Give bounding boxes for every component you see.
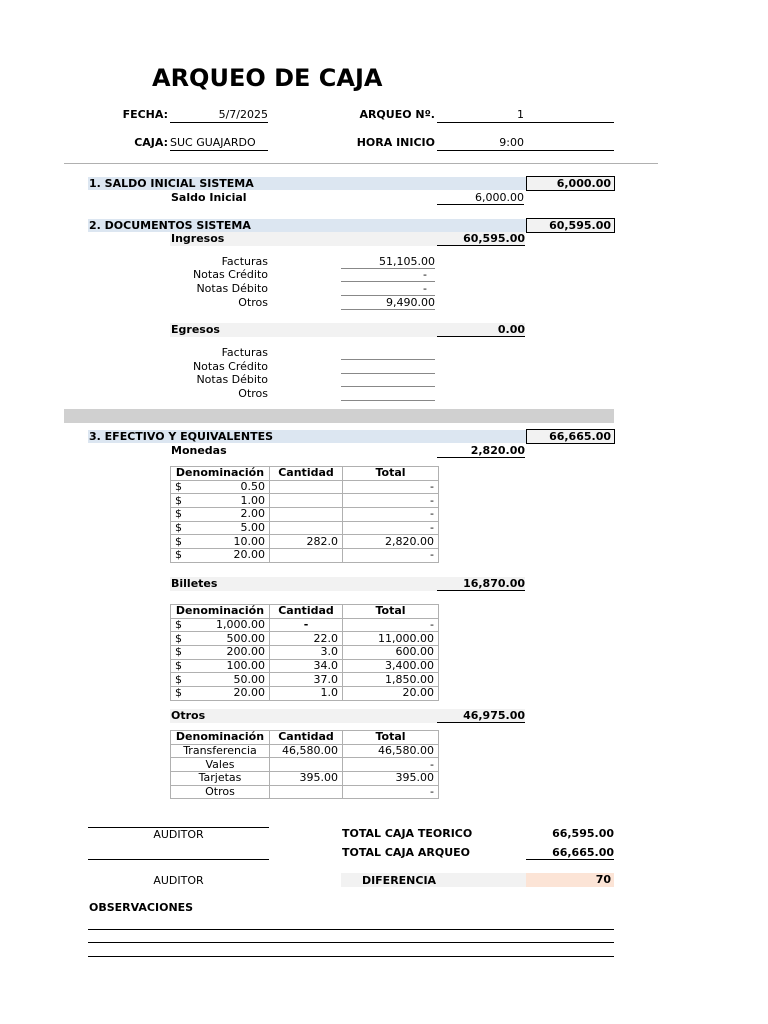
table-row: [171, 785, 439, 799]
caja-label: CAJA:: [134, 136, 168, 149]
diferencia-label: DIFERENCIA: [361, 874, 437, 887]
table-row: [171, 494, 439, 508]
col-denominacion: Denominación: [171, 731, 270, 745]
fecha-field[interactable]: 5/7/2025: [170, 108, 268, 123]
egresos-notas-credito-value[interactable]: [341, 360, 435, 374]
quantity-cell[interactable]: [270, 785, 343, 799]
ingresos-facturas-value: 51,105.00: [341, 255, 435, 269]
total-cell: -: [343, 508, 439, 522]
table-row: [171, 508, 439, 522]
ingresos-total: 60,595.00: [437, 232, 525, 246]
quantity-cell[interactable]: 1.0: [270, 687, 343, 701]
total-teorico-label: TOTAL CAJA TEORICO: [342, 827, 473, 840]
saldo-inicial-value: 6,000.00: [437, 191, 524, 205]
otros-band: [170, 709, 437, 723]
egresos-notas-debito-label: Notas Débito: [196, 373, 268, 386]
currency-symbol: $: [175, 534, 182, 548]
table-row: [171, 632, 439, 646]
denomination: 1,000.00: [216, 618, 265, 632]
total-teorico-value: 66,595.00: [552, 827, 614, 840]
egresos-otros-label: Otros: [238, 387, 268, 400]
denomination: 50.00: [233, 672, 265, 686]
auditor2-signature-line: [88, 859, 269, 860]
egresos-total: 0.00: [437, 323, 525, 337]
currency-symbol: $: [175, 548, 182, 562]
table-row: [171, 480, 439, 494]
total-cell: 46,580.00: [343, 744, 439, 758]
total-cell: 600.00: [343, 646, 439, 660]
ingresos-notas-debito-label: Notas Débito: [196, 282, 268, 295]
fecha-label: FECHA:: [122, 108, 168, 121]
denomination: 500.00: [226, 631, 265, 645]
total-cell: 3,400.00: [343, 659, 439, 673]
quantity-cell[interactable]: [270, 508, 343, 522]
arqueo-no-field[interactable]: 1: [437, 108, 614, 123]
denomination: Transferencia: [171, 744, 270, 758]
quantity-cell[interactable]: 46,580.00: [270, 744, 343, 758]
total-cell: -: [343, 618, 439, 632]
billetes-total: 16,870.00: [437, 577, 525, 591]
total-cell: 1,850.00: [343, 673, 439, 687]
currency-symbol: $: [175, 631, 182, 645]
arqueo-no-label: ARQUEO Nº.: [359, 108, 435, 121]
total-arqueo-label: TOTAL CAJA ARQUEO: [342, 846, 471, 859]
quantity-cell[interactable]: 282.0: [270, 535, 343, 549]
col-cantidad: Cantidad: [270, 731, 343, 745]
diferencia-value: 70: [526, 873, 614, 887]
currency-symbol: $: [175, 507, 182, 521]
section3-title: 3. EFECTIVO Y EQUIVALENTES: [89, 430, 274, 443]
ingresos-notas-credito-label: Notas Crédito: [192, 268, 268, 281]
ingresos-facturas-label: Facturas: [221, 255, 268, 268]
currency-symbol: $: [175, 659, 182, 673]
egresos-label: Egresos: [171, 323, 220, 336]
monedas-label: Monedas: [171, 444, 227, 457]
observaciones-line-3[interactable]: [88, 956, 614, 957]
total-cell: -: [343, 758, 439, 772]
egresos-facturas-label: Facturas: [221, 346, 268, 359]
table-header-row: [171, 731, 439, 745]
quantity-cell[interactable]: [270, 480, 343, 494]
observaciones-label: OBSERVACIONES: [89, 901, 194, 914]
total-cell: 20.00: [343, 687, 439, 701]
quantity-cell[interactable]: [270, 549, 343, 563]
auditor2-label: AUDITOR: [153, 874, 204, 887]
denomination: 20.00: [233, 548, 265, 562]
auditor1-label: AUDITOR: [153, 828, 204, 841]
quantity-cell[interactable]: 3.0: [270, 646, 343, 660]
table-row: [171, 659, 439, 673]
table-header-row: [171, 467, 439, 481]
currency-symbol: $: [175, 672, 182, 686]
ingresos-notas-credito-value: -: [341, 268, 435, 282]
page-title: ARQUEO DE CAJA: [152, 64, 383, 92]
monedas-total: 2,820.00: [437, 444, 525, 458]
denomination: Vales: [171, 758, 270, 772]
total-cell: 395.00: [343, 772, 439, 786]
section2-title: 2. DOCUMENTOS SISTEMA: [89, 219, 251, 232]
table-row: [171, 758, 439, 772]
quantity-cell[interactable]: 395.00: [270, 772, 343, 786]
section2-total: 60,595.00: [526, 218, 615, 233]
denomination: 200.00: [226, 645, 265, 659]
currency-symbol: $: [175, 493, 182, 507]
section3-total: 66,665.00: [526, 429, 615, 444]
denomination: 0.50: [240, 480, 265, 494]
egresos-facturas-value[interactable]: [341, 346, 435, 360]
total-cell: -: [343, 494, 439, 508]
table-row: [171, 673, 439, 687]
table-row: [171, 772, 439, 786]
ingresos-notas-debito-value: -: [341, 282, 435, 296]
caja-field[interactable]: SUC GUAJARDO: [170, 136, 268, 151]
denomination: 5.00: [240, 521, 265, 535]
total-cell: 2,820.00: [343, 535, 439, 549]
col-cantidad: Cantidad: [270, 605, 343, 619]
denomination: Otros: [171, 785, 270, 799]
table-row: [171, 744, 439, 758]
table-row: [171, 618, 439, 632]
table-row: [171, 535, 439, 549]
quantity-cell[interactable]: 37.0: [270, 673, 343, 687]
total-cell: -: [343, 480, 439, 494]
total-arqueo-value: 66,665.00: [526, 846, 614, 860]
egresos-otros-value[interactable]: [341, 387, 435, 401]
ingresos-label: Ingresos: [171, 232, 225, 245]
hora-inicio-field[interactable]: 9:00: [437, 136, 614, 151]
col-total: Total: [343, 467, 439, 481]
otros-table: [170, 730, 439, 799]
currency-symbol: $: [175, 645, 182, 659]
total-cell: -: [343, 785, 439, 799]
section1-title: 1. SALDO INICIAL SISTEMA: [89, 177, 254, 190]
ingresos-otros-value: 9,490.00: [341, 296, 435, 310]
total-cell: 11,000.00: [343, 632, 439, 646]
col-cantidad: Cantidad: [270, 467, 343, 481]
currency-symbol: $: [175, 521, 182, 535]
billetes-table: [170, 604, 439, 701]
quantity-cell[interactable]: [270, 758, 343, 772]
denomination: 100.00: [226, 659, 265, 673]
otros-total: 46,975.00: [437, 709, 525, 723]
table-row: [171, 521, 439, 535]
otros-label: Otros: [171, 709, 206, 722]
quantity-cell[interactable]: -: [270, 618, 343, 632]
observaciones-line-1[interactable]: [88, 929, 614, 930]
monedas-table: [170, 466, 439, 563]
table-header-row: [171, 605, 439, 619]
table-row: [171, 646, 439, 660]
hora-inicio-label: HORA INICIO: [356, 136, 435, 149]
ingresos-otros-label: Otros: [238, 296, 268, 309]
egresos-notas-debito-value[interactable]: [341, 373, 435, 387]
table-row: [171, 549, 439, 563]
quantity-cell[interactable]: [270, 521, 343, 535]
col-denominacion: Denominación: [171, 605, 270, 619]
section-separator: [64, 409, 614, 423]
total-cell: -: [343, 549, 439, 563]
denomination: 10.00: [233, 534, 265, 548]
quantity-cell[interactable]: 34.0: [270, 659, 343, 673]
table-row: [171, 687, 439, 701]
egresos-notas-credito-label: Notas Crédito: [192, 360, 268, 373]
saldo-inicial-label: Saldo Inicial: [171, 191, 247, 204]
currency-symbol: $: [175, 618, 182, 632]
quantity-cell[interactable]: [270, 494, 343, 508]
denomination: Tarjetas: [171, 772, 270, 786]
billetes-label: Billetes: [171, 577, 218, 590]
denomination: 20.00: [233, 686, 265, 700]
observaciones-line-2[interactable]: [88, 942, 614, 943]
col-total: Total: [343, 605, 439, 619]
section1-total: 6,000.00: [526, 176, 615, 191]
col-total: Total: [343, 731, 439, 745]
quantity-cell[interactable]: 22.0: [270, 632, 343, 646]
header-divider: [64, 163, 658, 164]
currency-symbol: $: [175, 686, 182, 700]
col-denominacion: Denominación: [171, 467, 270, 481]
total-cell: -: [343, 521, 439, 535]
denomination: 2.00: [240, 507, 265, 521]
denomination: 1.00: [240, 493, 265, 507]
currency-symbol: $: [175, 480, 182, 494]
